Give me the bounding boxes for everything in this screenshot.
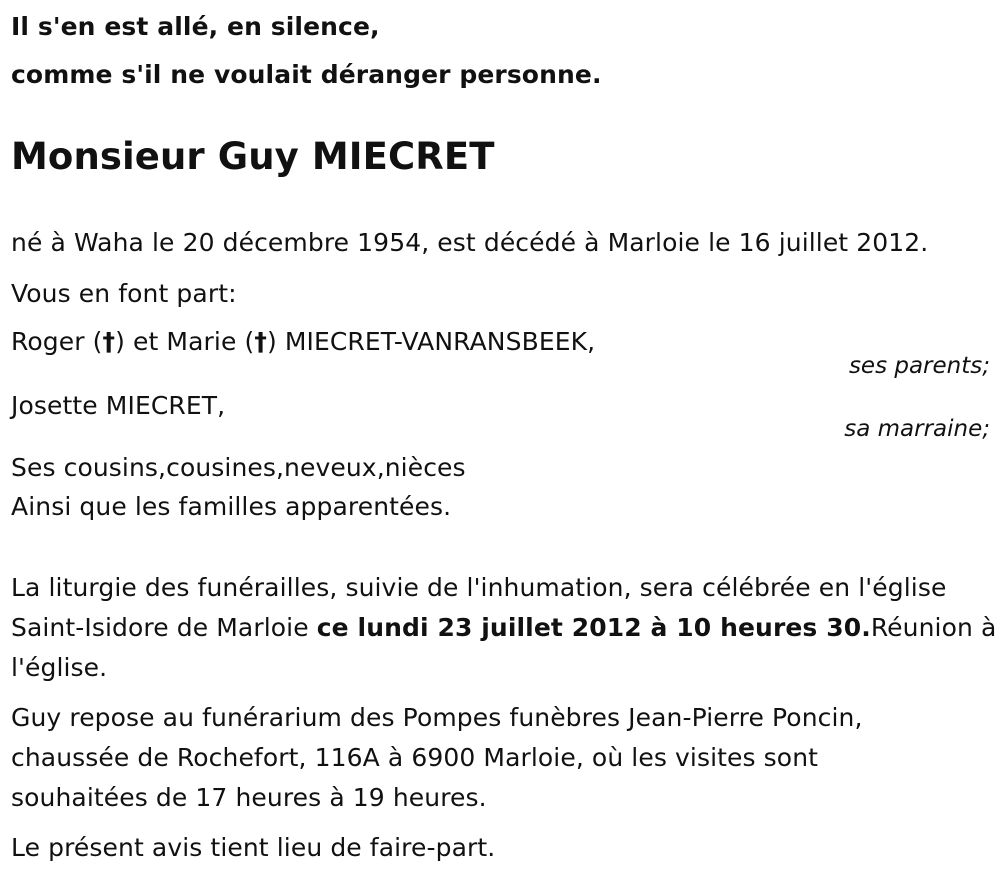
godmother-line: Josette MIECRET, bbox=[11, 391, 226, 420]
funeral-datetime: ce lundi 23 juillet 2012 à 10 heures 30. bbox=[316, 613, 871, 642]
parents-roger: Roger ( bbox=[11, 327, 103, 356]
intro-line-1: Il s'en est allé, en silence, bbox=[11, 12, 380, 41]
parents-role: ses parents; bbox=[848, 353, 990, 379]
funeral-line-3: l'église. bbox=[11, 653, 108, 682]
cousins-line: Ses cousins,cousines,neveux,nièces bbox=[11, 453, 466, 482]
funeral-meeting: Réunion à bbox=[870, 613, 997, 642]
intro-line-2: comme s'il ne voulait déranger personne. bbox=[11, 60, 602, 89]
parents-rest: ) MIECRET-VANRANSBEEK, bbox=[266, 327, 596, 356]
godmother-role: sa marraine; bbox=[844, 416, 990, 442]
announcement-line: Vous en font part: bbox=[11, 279, 237, 308]
parents-middle: ) et Marie ( bbox=[115, 327, 255, 356]
parents-line bbox=[11, 327, 595, 357]
cross-icon: † bbox=[254, 327, 267, 356]
visitation-line-1: Guy repose au funérarium des Pompes funèbres Jean-Pierre Poncin, bbox=[11, 703, 863, 732]
funeral-line-2 bbox=[11, 613, 996, 643]
visitation-line-3: souhaitées de 17 heures à 19 heures. bbox=[11, 783, 487, 812]
funeral-line-1: La liturgie des funérailles, suivie de l'inhumation, sera célébrée en l'église bbox=[11, 573, 947, 602]
closing-line: Le présent avis tient lieu de faire-part. bbox=[11, 833, 496, 862]
birth-death-line: né à Waha le 20 décembre 1954, est décédé à Marloie le 16 juillet 2012. bbox=[11, 228, 929, 257]
visitation-line-2: chaussée de Rochefort, 116A à 6900 Marloie, où les visites sont bbox=[11, 743, 819, 772]
deceased-name: Monsieur Guy MIECRET bbox=[11, 135, 495, 178]
cross-icon: † bbox=[102, 327, 116, 356]
funeral-location: Saint-Isidore de Marloie bbox=[11, 613, 317, 642]
families-line: Ainsi que les familles apparentées. bbox=[11, 492, 452, 521]
